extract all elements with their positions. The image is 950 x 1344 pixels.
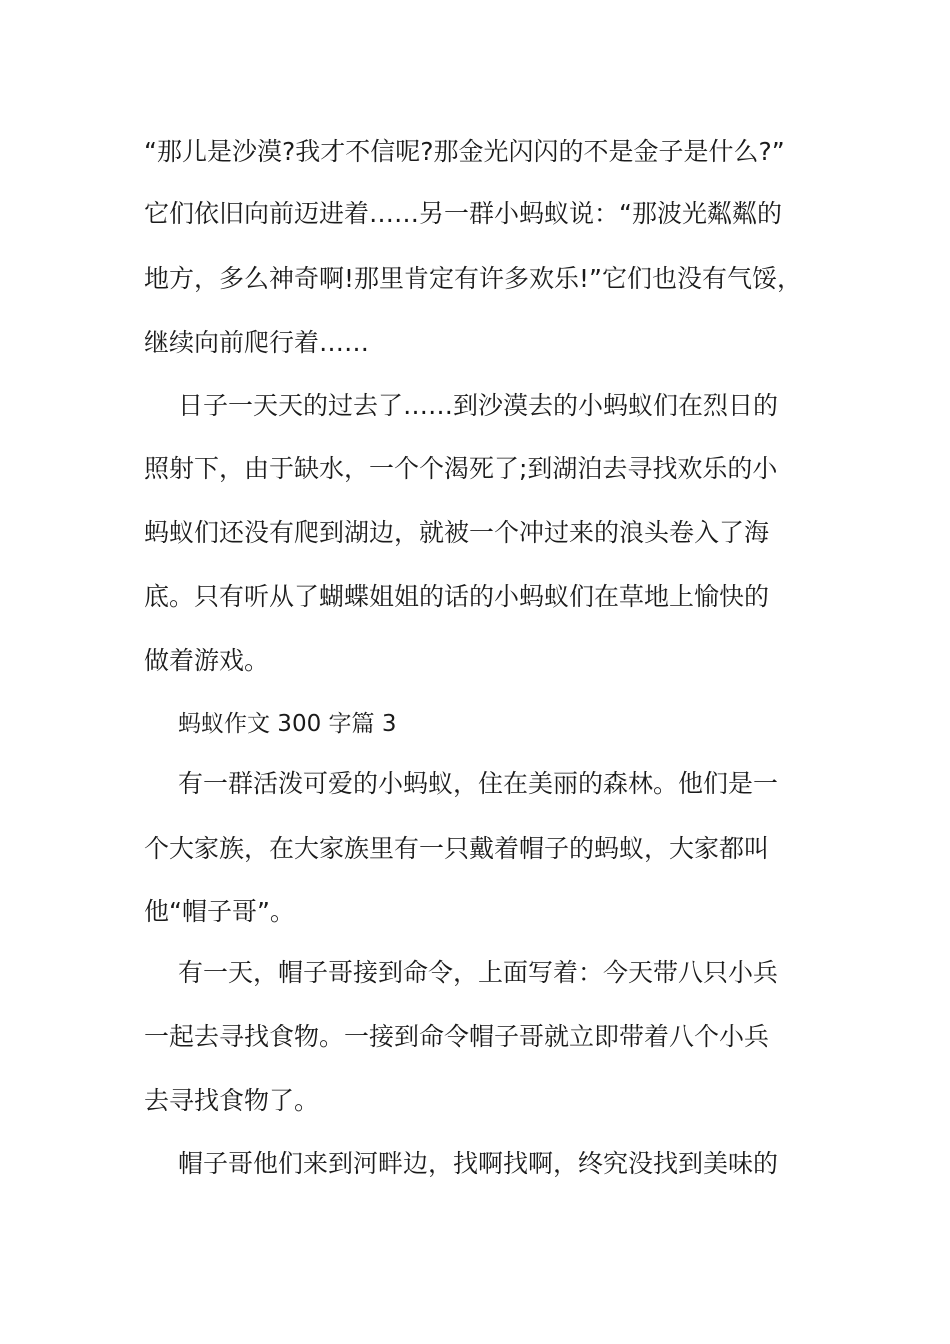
paragraph-1-line-1: “那儿是沙漠?我才不信呢?那金光闪闪的不是金子是什么?”	[144, 137, 785, 166]
paragraph-5-line-1: 帽子哥他们来到河畔边，找啊找啊，终究没找到美味的	[178, 1149, 779, 1178]
paragraph-1-line-2: 它们依旧向前迈进着……另一群小蚂蚁说：“那波光粼粼的	[144, 199, 782, 228]
paragraph-3-line-3: 他“帽子哥”。	[144, 897, 295, 926]
paragraph-1-line-3: 地方，多么神奇啊!那里肯定有许多欢乐!”它们也没有气馁，	[144, 264, 802, 293]
paragraph-4-line-3: 去寻找食物了。	[144, 1086, 320, 1115]
paragraph-1-line-4: 继续向前爬行着……	[144, 328, 370, 357]
paragraph-2-line-1: 日子一天天的过去了……到沙漠去的小蚂蚁们在烈日的	[178, 391, 779, 420]
paragraph-3-line-2: 个大家族，在大家族里有一只戴着帽子的蚂蚁，大家都叫	[144, 834, 770, 863]
paragraph-2-line-2: 照射下，由于缺水，一个个渴死了;到湖泊去寻找欢乐的小	[144, 454, 778, 483]
paragraph-2-line-4: 底。只有听从了蝴蝶姐姐的话的小蚂蚁们在草地上愉快的	[144, 582, 770, 611]
section-heading: 蚂蚁作文 300 字篇 3	[178, 711, 397, 737]
paragraph-2-line-3: 蚂蚁们还没有爬到湖边，就被一个冲过来的浪头卷入了海	[144, 518, 770, 547]
paragraph-2-line-5: 做着游戏。	[144, 646, 270, 675]
paragraph-3-line-1: 有一群活泼可爱的小蚂蚁，住在美丽的森林。他们是一	[178, 769, 779, 798]
paragraph-4-line-2: 一起去寻找食物。一接到命令帽子哥就立即带着八个小兵	[144, 1022, 770, 1051]
paragraph-4-line-1: 有一天，帽子哥接到命令，上面写着：今天带八只小兵	[178, 958, 779, 987]
